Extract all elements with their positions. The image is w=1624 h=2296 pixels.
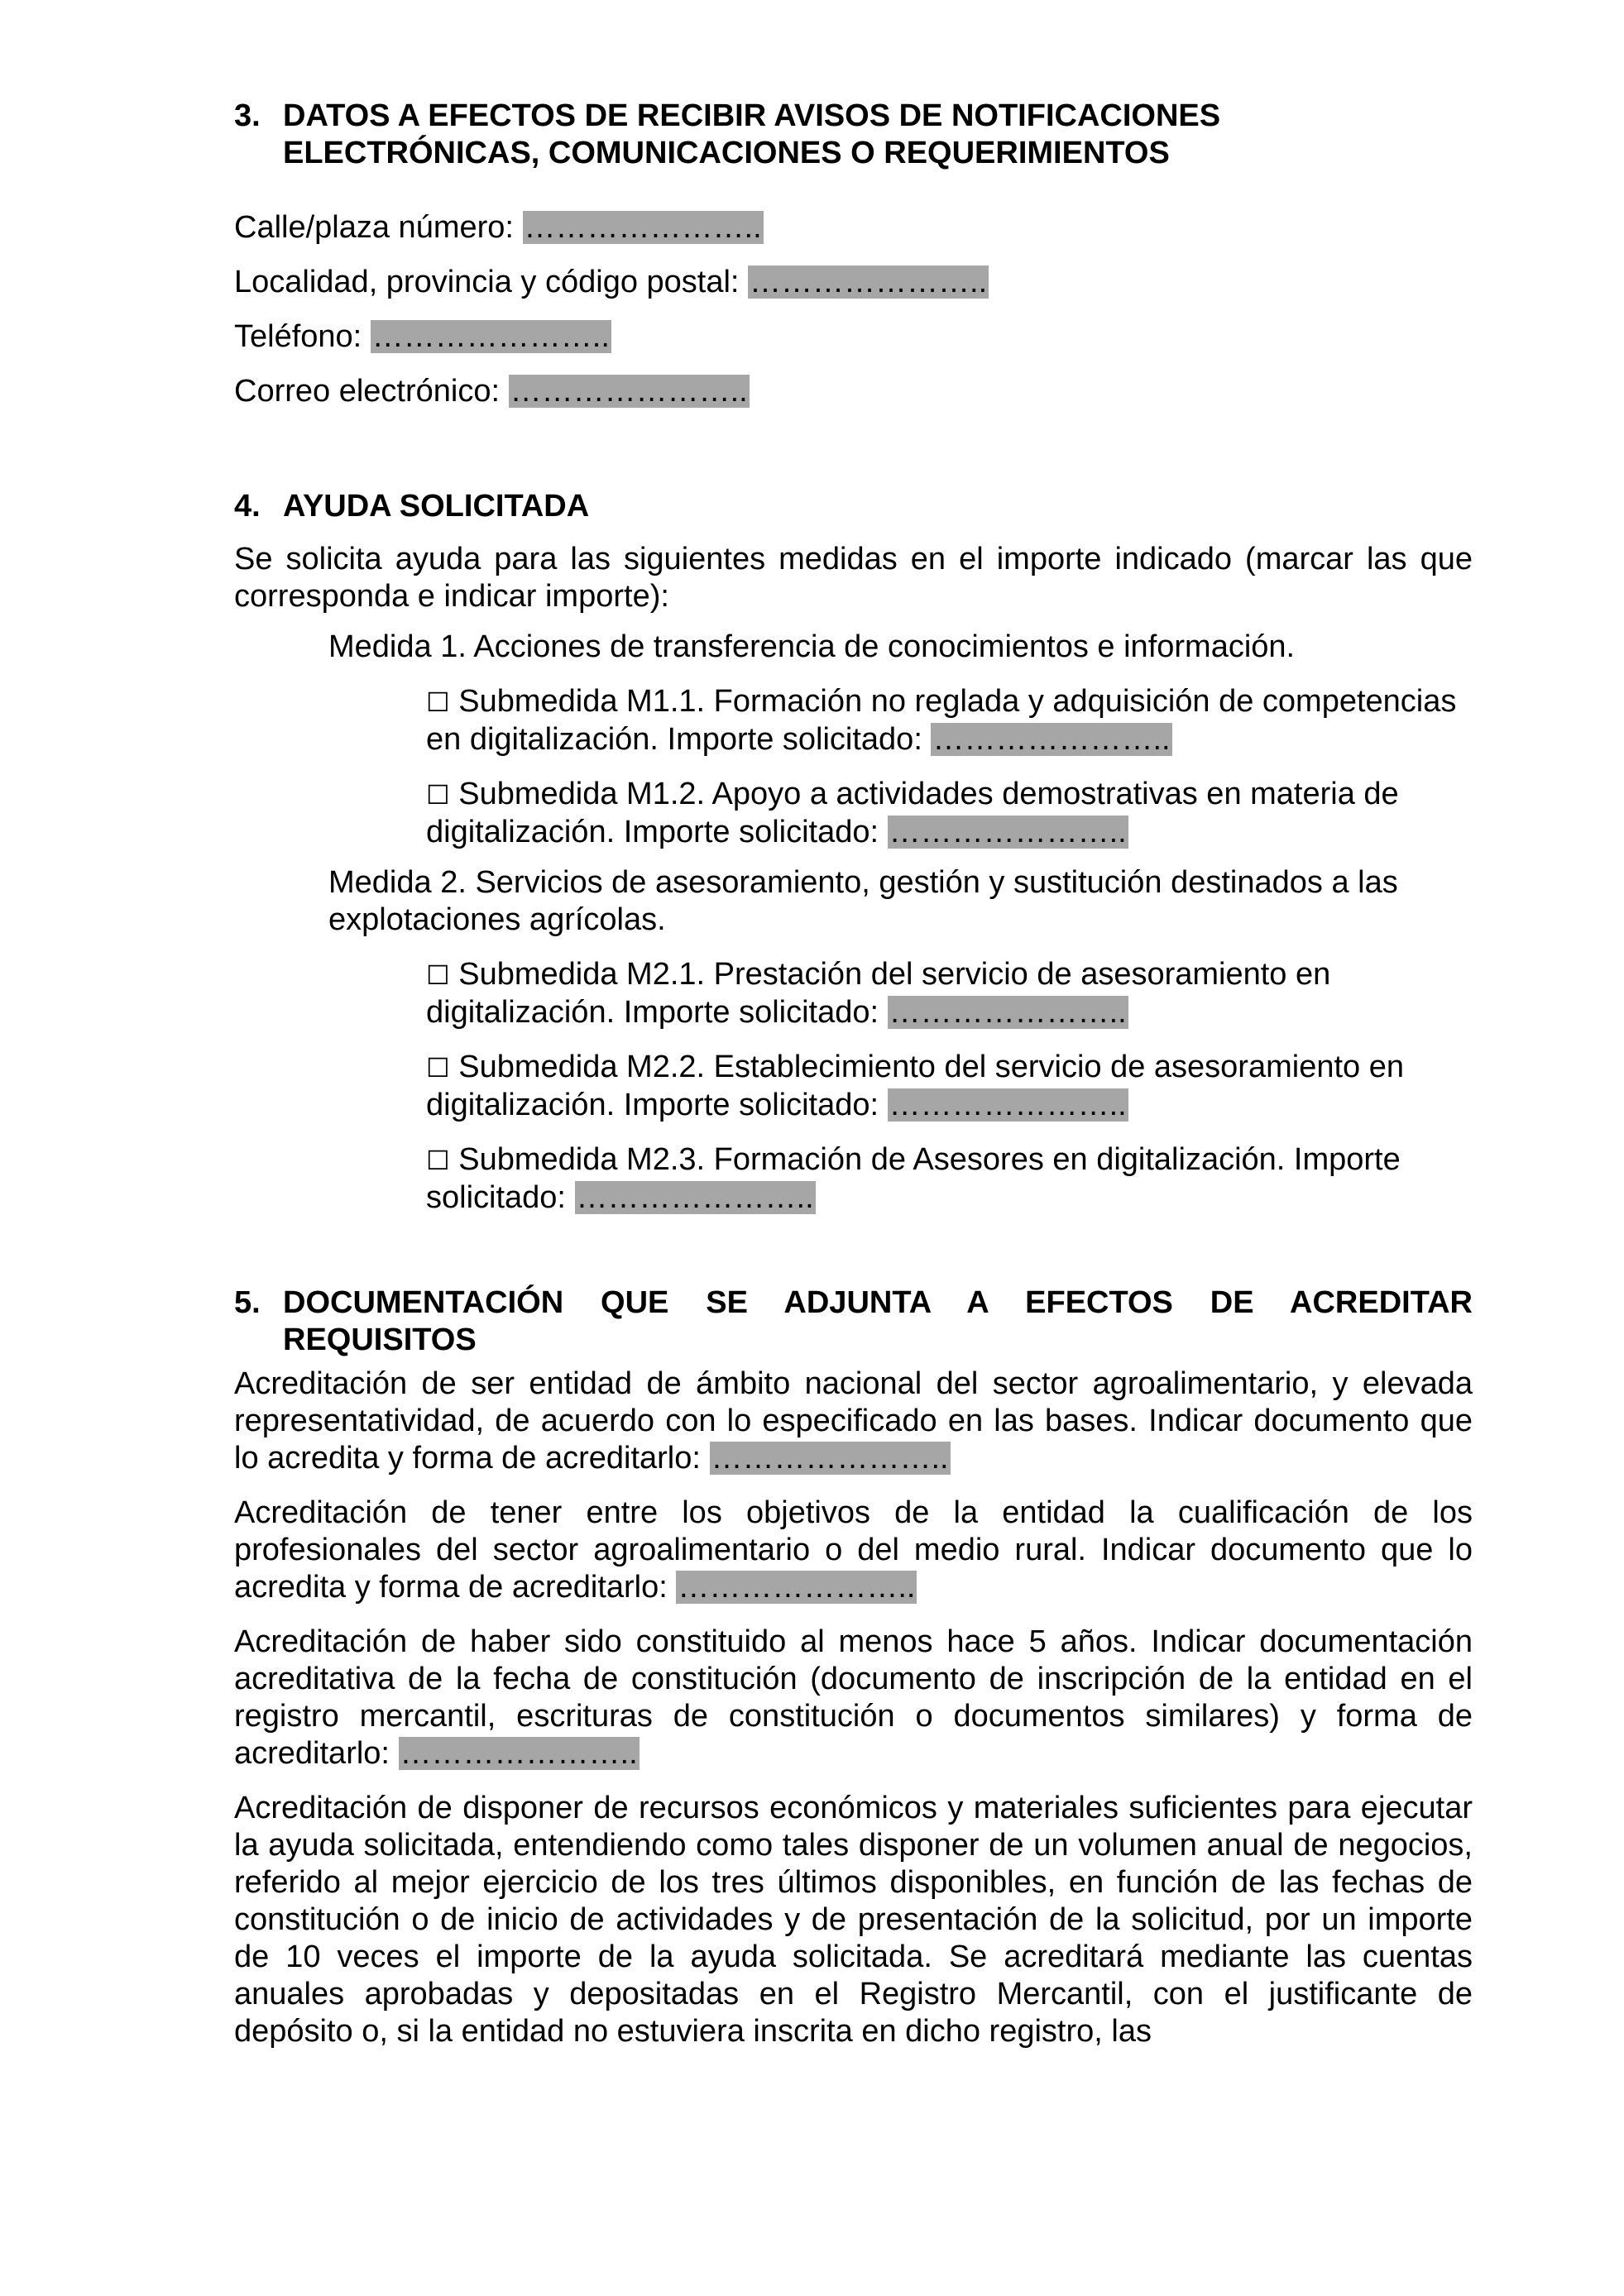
- paragraph-text: Acreditación de disponer de recursos económicos y materiales suficientes para ejecutar la ayuda solicitada, entendiendo como tales disponer de un volumen anual de negocios, referido al mejor ejercicio de los tres últimos disponibles, en función de las fechas de constitución o de inicio de actividades y de presentación de la solicitud, por un importe de 10 veces el importe de la ayuda solicitada. Se acreditará mediante las cuentas anuales aprobadas y depositadas en el Registro Mercantil, con el justificante de depósito o, si la entidad no estuviera inscrita en dicho registro, las: [234, 1791, 1473, 2049]
- fill-in-blank[interactable]: …………………..: [678, 1570, 916, 1605]
- field-telefono: [234, 318, 1473, 356]
- section-3-title-line2: ELECTRÓNICAS, COMUNICACIONES O REQUERIMIENTOS: [283, 136, 1170, 170]
- paragraph-ambito-nacional: [234, 1366, 1473, 1477]
- section-3-heading: [234, 98, 1473, 172]
- submedida-text: Submedida M1.2. Apoyo a actividades demostrativas en materia de digitalización. Importe solicitado:: [426, 777, 1399, 849]
- submedida-m2-2: [426, 1049, 1473, 1124]
- fill-in-blank[interactable]: …………………..: [932, 722, 1171, 757]
- submedida-m1-1: [426, 683, 1473, 758]
- section-4-title: AYUDA SOLICITADA: [283, 489, 590, 524]
- submedida-text: Submedida M2.2. Establecimiento del servicio de asesoramiento en digitalización. Importe solicitado:: [426, 1050, 1404, 1122]
- section-3-number: 3.: [234, 98, 261, 133]
- fill-in-blank[interactable]: …………………..: [889, 1088, 1127, 1122]
- section-4-heading: [234, 488, 1473, 525]
- section-5-title-line1: DOCUMENTACIÓN QUE SE ADJUNTA A EFECTOS DE ACREDITAR: [283, 1285, 1473, 1320]
- field-localidad: [234, 264, 1473, 301]
- fill-in-blank[interactable]: …………………..: [400, 1736, 638, 1771]
- field-label: Calle/plaza número:: [234, 210, 523, 245]
- section-5-number: 5.: [234, 1285, 261, 1320]
- field-correo: [234, 373, 1473, 410]
- submedida-m1-2: [426, 776, 1473, 851]
- submedida-text: Submedida M2.3. Formación de Asesores en digitalización. Importe solicitado:: [426, 1142, 1401, 1215]
- paragraph-text: Acreditación de ser entidad de ámbito nacional del sector agroalimentario, y elevada representatividad, de acuerdo con lo especificado en las bases. Indicar documento que lo acredita y forma de acreditarlo:: [234, 1366, 1473, 1476]
- paragraph-objetivos: [234, 1495, 1473, 1606]
- submedida-text: Submedida M1.1. Formación no reglada y adquisición de competencias en digitalización. Importe solicitado:: [426, 684, 1457, 757]
- field-label: Localidad, provincia y código postal:: [234, 265, 749, 299]
- fill-in-blank[interactable]: …………………..: [889, 815, 1127, 849]
- section-3-title-line1: DATOS A EFECTOS DE RECIBIR AVISOS DE NOTIFICACIONES: [283, 98, 1221, 133]
- checkbox-icon[interactable]: ☐: [426, 686, 450, 718]
- medida-1-title: Medida 1. Acciones de transferencia de conocimientos e información.: [328, 629, 1296, 664]
- section-5-heading: [234, 1284, 1473, 1359]
- checkbox-icon[interactable]: ☐: [426, 1052, 450, 1083]
- section-4-number: 4.: [234, 489, 261, 524]
- fill-in-blank[interactable]: …………………..: [510, 374, 748, 409]
- checkbox-icon[interactable]: ☐: [426, 959, 450, 991]
- submedida-m2-3: [426, 1141, 1473, 1217]
- fill-in-blank[interactable]: …………………..: [371, 319, 610, 354]
- medida-2-title: Medida 2. Servicios de asesoramiento, gestión y sustitución destinados a las explotaciones agrícolas.: [328, 865, 1398, 937]
- fill-in-blank[interactable]: …………………..: [576, 1180, 814, 1215]
- submedida-text: Submedida M2.1. Prestación del servicio de asesoramiento en digitalización. Importe solicitado:: [426, 957, 1331, 1030]
- fill-in-blank[interactable]: …………………..: [524, 210, 762, 245]
- submedida-m2-1: [426, 956, 1473, 1031]
- section-4-intro: Se solicita ayuda para las siguientes medidas en el importe indicado (marcar las que corresponda e indicar importe):: [234, 542, 1473, 614]
- paragraph-text: Acreditación de haber sido constituido al menos hace 5 años. Indicar documentación acreditativa de la fecha de constitución (documento de inscripción de la entidad en el registro mercantil, escrituras de constitución o documentos similares) y forma de acreditarlo:: [234, 1624, 1473, 1771]
- document-page: [234, 98, 1473, 2050]
- checkbox-icon[interactable]: ☐: [426, 1145, 450, 1176]
- fill-in-blank[interactable]: …………………..: [889, 995, 1127, 1030]
- paragraph-text: Acreditación de tener entre los objetivos de la entidad la cualificación de los profesionales del sector agroalimentario o del medio rural. Indicar documento que lo acredita y forma de acreditarlo:: [234, 1495, 1473, 1605]
- field-calle: [234, 209, 1473, 246]
- checkbox-icon[interactable]: ☐: [426, 779, 450, 811]
- paragraph-recursos: [234, 1790, 1473, 2050]
- field-label: Correo electrónico:: [234, 374, 509, 409]
- paragraph-constitucion: [234, 1624, 1473, 1772]
- section-5-title-line2: REQUISITOS: [283, 1323, 477, 1357]
- fill-in-blank[interactable]: …………………..: [711, 1441, 949, 1476]
- fill-in-blank[interactable]: …………………..: [750, 265, 988, 299]
- field-label: Teléfono:: [234, 319, 371, 354]
